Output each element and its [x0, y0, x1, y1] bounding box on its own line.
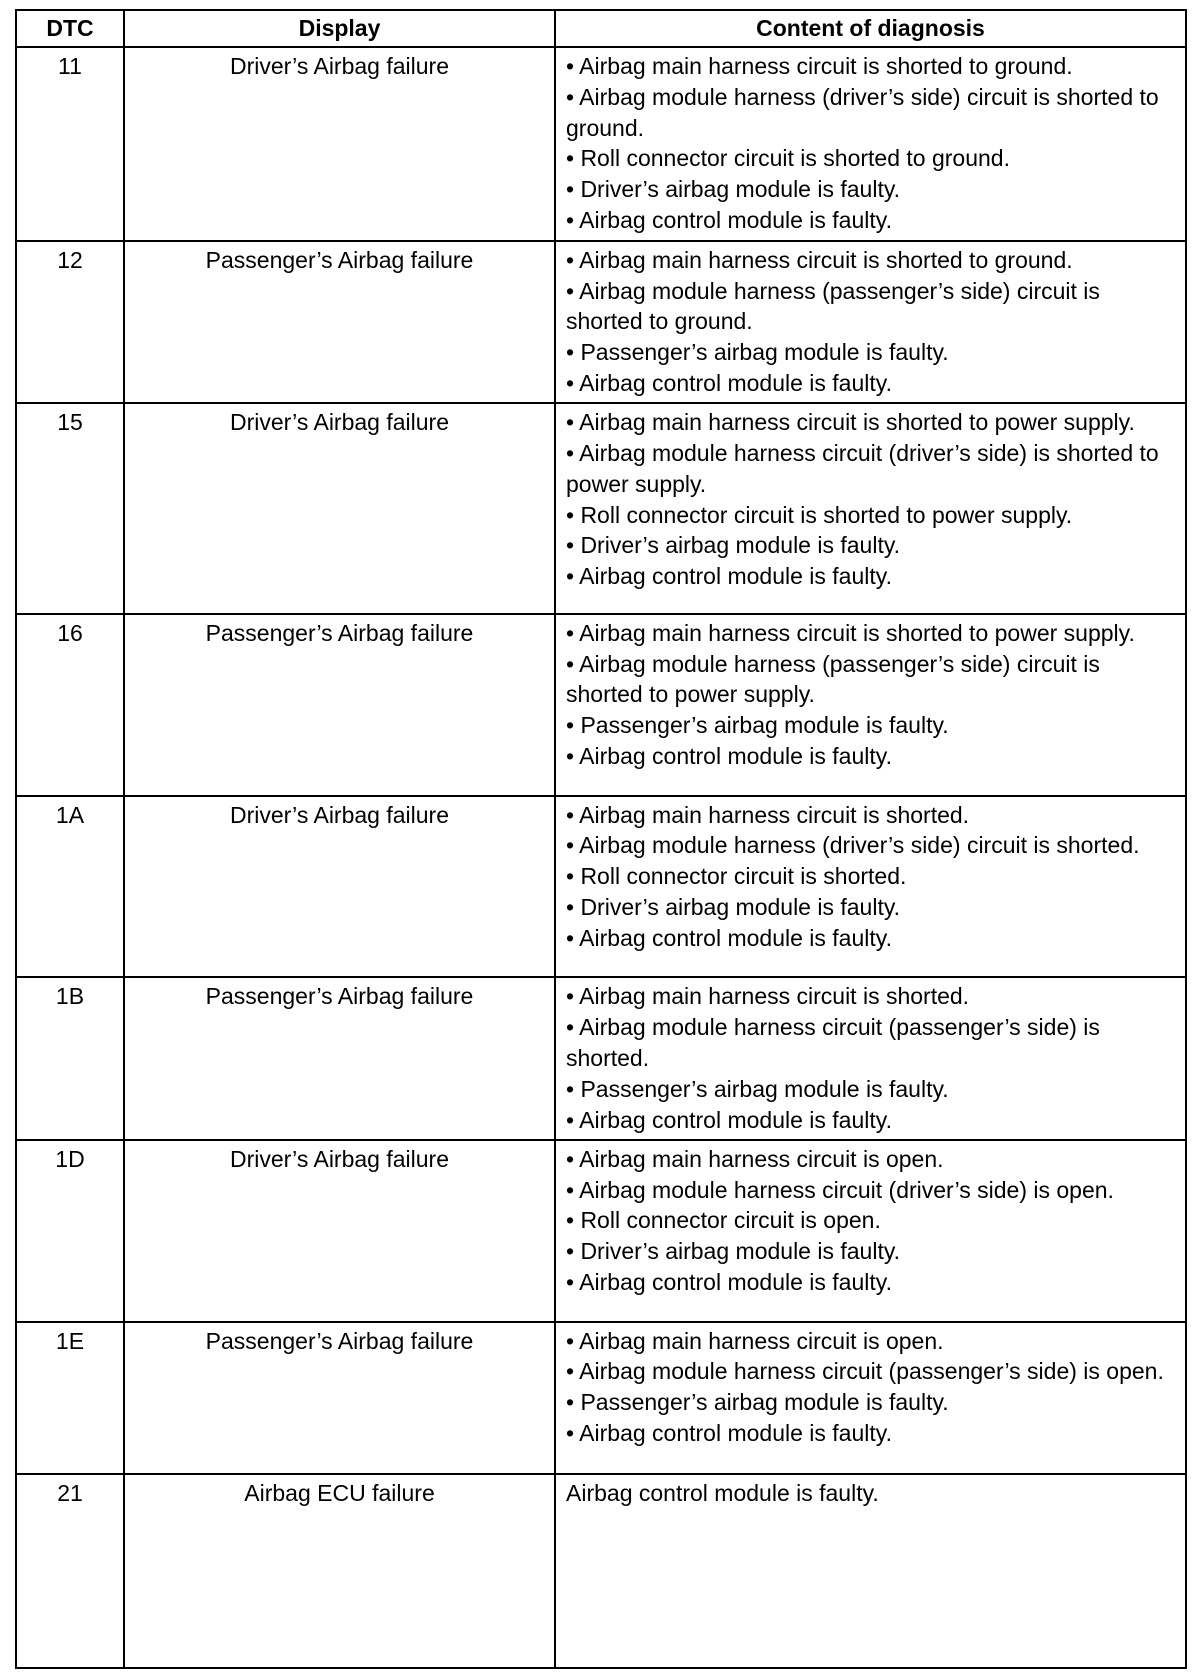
diagnosis-item: • Airbag module harness (driver’s side) circuit is shorted to ground.: [566, 83, 1159, 141]
diagnosis-content: [555, 241, 1186, 403]
diagnosis-item: Airbag control module is faulty.: [566, 1479, 879, 1506]
header-display: Display: [124, 10, 555, 47]
diagnosis-item: • Airbag control module is faulty.: [566, 1268, 892, 1295]
diagnosis-item: • Airbag control module is faulty.: [566, 370, 892, 397]
display-text: Driver’s Airbag failure: [124, 47, 555, 241]
diagnosis-item: • Roll connector circuit is shorted.: [566, 863, 907, 890]
diagnosis-item: • Airbag main harness circuit is shorted to power supply.: [566, 619, 1135, 646]
diagnosis-item: • Driver’s airbag module is faulty.: [566, 532, 901, 559]
table-row: [16, 977, 1186, 1139]
diagnosis-item: • Airbag main harness circuit is shorted to ground.: [566, 246, 1073, 273]
diagnosis-item: • Airbag control module is faulty.: [566, 742, 892, 769]
display-text: Airbag ECU failure: [124, 1474, 555, 1668]
diagnosis-item: • Roll connector circuit is open.: [566, 1207, 881, 1234]
diagnosis-item: • Airbag control module is faulty.: [566, 924, 892, 951]
dtc-code: 16: [16, 614, 124, 796]
dtc-code: 15: [16, 403, 124, 613]
diagnosis-item: • Passenger’s airbag module is faulty.: [566, 712, 949, 739]
diagnosis-content: [555, 614, 1186, 796]
display-text: Passenger’s Airbag failure: [124, 241, 555, 403]
table-row: [16, 1474, 1186, 1668]
diagnosis-item: • Airbag module harness (passenger’s side) circuit is shorted to power supply.: [566, 650, 1100, 708]
header-content: Content of diagnosis: [555, 10, 1186, 47]
diagnosis-item: • Airbag main harness circuit is shorted.: [566, 801, 970, 828]
table-row: [16, 796, 1186, 978]
diagnosis-item: • Airbag main harness circuit is open.: [566, 1145, 944, 1172]
diagnosis-content: [555, 47, 1186, 241]
diagnosis-item: • Roll connector circuit is shorted to power supply.: [566, 501, 1073, 528]
diagnosis-item: • Airbag main harness circuit is shorted.: [566, 983, 970, 1010]
diagnosis-content: [555, 796, 1186, 978]
diagnosis-item: • Passenger’s airbag module is faulty.: [566, 1389, 949, 1416]
diagnosis-item: • Airbag module harness (driver’s side) circuit is shorted.: [566, 832, 1140, 859]
diagnosis-item: • Airbag module harness circuit (driver’s side) is open.: [566, 1176, 1114, 1203]
table-row: [16, 241, 1186, 403]
diagnosis-item: • Driver’s airbag module is faulty.: [566, 893, 901, 920]
diagnosis-item: • Airbag control module is faulty.: [566, 1420, 892, 1446]
diagnosis-item: • Driver’s airbag module is faulty.: [566, 176, 901, 203]
diagnosis-item: • Airbag main harness circuit is shorted to power supply.: [566, 409, 1135, 436]
dtc-code: 21: [16, 1474, 124, 1668]
diagnosis-item: • Airbag module harness (passenger’s side) circuit is shorted to ground.: [566, 277, 1100, 335]
diagnosis-item: • Passenger’s airbag module is faulty.: [566, 1075, 949, 1102]
dtc-code: 12: [16, 241, 124, 403]
diagnosis-item: • Airbag main harness circuit is shorted to ground.: [566, 53, 1073, 79]
diagnosis-content: [555, 1474, 1186, 1668]
diagnosis-item: • Airbag module harness circuit (passenger’s side) is open.: [566, 1358, 1164, 1385]
display-text: Driver’s Airbag failure: [124, 403, 555, 613]
dtc-code: 1E: [16, 1322, 124, 1474]
diagnosis-item: • Passenger’s airbag module is faulty.: [566, 339, 949, 366]
diagnosis-content: [555, 403, 1186, 613]
table-header-row: [16, 10, 1186, 47]
table-body: [16, 47, 1186, 1668]
table-row: [16, 47, 1186, 241]
table-row: [16, 1322, 1186, 1474]
display-text: Passenger’s Airbag failure: [124, 1322, 555, 1474]
diagnosis-item: • Airbag module harness circuit (driver’s side) is shorted to power supply.: [566, 440, 1159, 497]
display-text: Driver’s Airbag failure: [124, 1140, 555, 1322]
dtc-table: [15, 9, 1187, 1669]
diagnosis-item: • Airbag control module is faulty.: [566, 563, 892, 590]
diagnosis-item: • Airbag main harness circuit is open.: [566, 1327, 944, 1354]
dtc-code: 1A: [16, 796, 124, 978]
dtc-code: 1B: [16, 977, 124, 1139]
table-row: [16, 614, 1186, 796]
diagnosis-content: [555, 1140, 1186, 1322]
display-text: Passenger’s Airbag failure: [124, 977, 555, 1139]
diagnosis-content: [555, 977, 1186, 1139]
diagnosis-content: [555, 1322, 1186, 1474]
diagnosis-item: • Roll connector circuit is shorted to ground.: [566, 145, 1010, 172]
diagnosis-item: • Airbag module harness circuit (passenger’s side) is shorted.: [566, 1014, 1100, 1071]
dtc-code: 1D: [16, 1140, 124, 1322]
diagnosis-item: • Driver’s airbag module is faulty.: [566, 1238, 901, 1265]
dtc-code: 11: [16, 47, 124, 241]
display-text: Driver’s Airbag failure: [124, 796, 555, 978]
diagnosis-item: • Airbag control module is faulty.: [566, 206, 892, 233]
header-dtc: DTC: [16, 10, 124, 47]
table-row: [16, 403, 1186, 613]
table-row: [16, 1140, 1186, 1322]
diagnosis-item: • Airbag control module is faulty.: [566, 1106, 892, 1133]
display-text: Passenger’s Airbag failure: [124, 614, 555, 796]
